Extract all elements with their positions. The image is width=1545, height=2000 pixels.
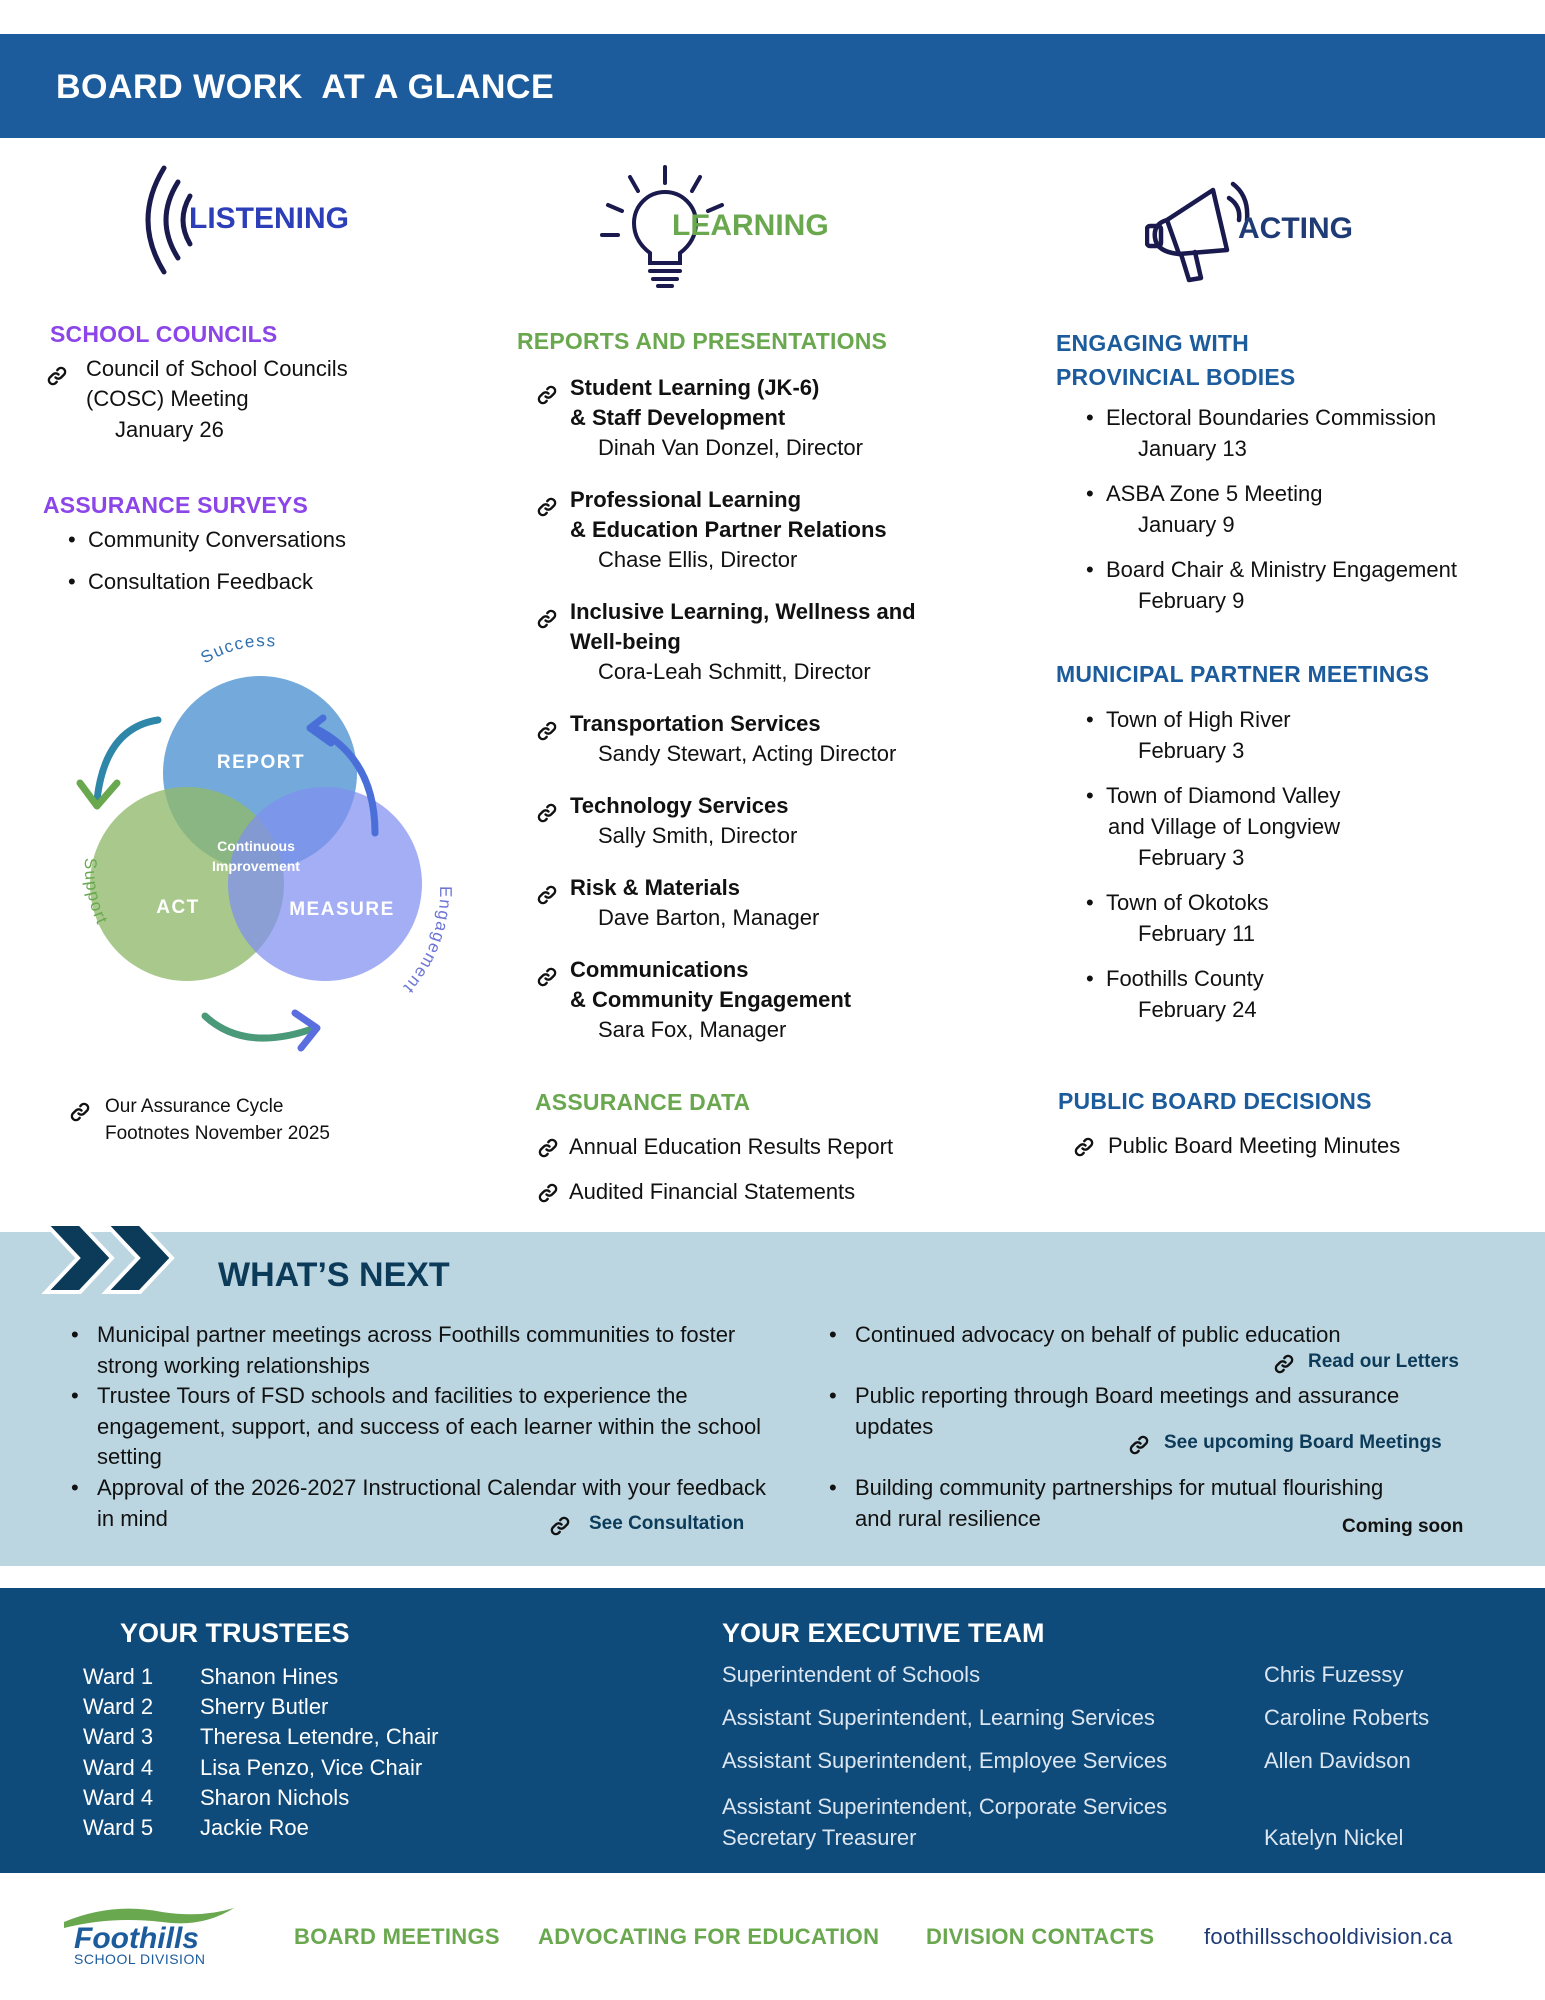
trustee-ward: Ward 1 (83, 1664, 154, 1689)
school-councils-heading: SCHOOL COUNCILS (50, 321, 278, 347)
measure-circle (228, 787, 422, 981)
assurance-cycle-link[interactable] (105, 1093, 330, 1147)
logo-sub: SCHOOL DIVISION (74, 1951, 206, 1967)
municipal-item-line2: and Village of Longview (1108, 814, 1340, 839)
next-left-item: • Trustee Tours of FSD schools and facilities to experience the engagement, support, and success of each learner within the school setting (97, 1381, 777, 1473)
survey-item: • Consultation Feedback (88, 567, 313, 597)
report-title-line2[interactable]: & Education Partner Relations (570, 517, 887, 542)
link-icon[interactable] (1072, 1135, 1096, 1159)
trustee-name: Sharon Nichols (200, 1784, 350, 1810)
footer-advocating-link[interactable]: ADVOCATING FOR EDUCATION (538, 1924, 880, 1949)
provincial-date: January 13 (1138, 436, 1247, 461)
link-icon[interactable] (536, 1136, 560, 1160)
read-letters-link[interactable]: Read our Letters (1308, 1351, 1459, 1372)
provincial-item: • Board Chair & Ministry Engagement (1106, 555, 1457, 585)
report-title-line1[interactable]: Inclusive Learning, Wellness and (570, 599, 916, 624)
executive-heading: YOUR EXECUTIVE TEAM (722, 1618, 1045, 1648)
report-title-line2[interactable]: & Community Engagement (570, 987, 852, 1012)
report-presenter: Dinah Van Donzel, Director (598, 435, 863, 460)
link-icon[interactable] (1272, 1352, 1296, 1376)
learning-title: LEARNING (672, 209, 829, 242)
executive-name: Chris Fuzessy (1264, 1662, 1404, 1687)
report-presenter: Sandy Stewart, Acting Director (598, 741, 897, 766)
municipal-date: February 3 (1138, 738, 1245, 763)
see-consultation-link[interactable]: See Consultation (589, 1513, 745, 1534)
page-title: BOARD WORK AT A GLANCE (56, 68, 555, 106)
cosc-link-line1[interactable]: Council of School Councils (86, 356, 348, 381)
survey-item: • Community Conversations (88, 525, 346, 555)
municipal-date: February 3 (1138, 845, 1245, 870)
whats-next-title: WHAT’S NEXT (218, 1256, 450, 1294)
link-icon[interactable] (535, 719, 559, 743)
cycle-arrow-left (97, 720, 158, 800)
executive-role: Superintendent of Schools (722, 1662, 981, 1687)
assurance-cycle-diagram (55, 628, 475, 1068)
report-title-line1[interactable]: Professional Learning (570, 487, 802, 512)
assurance-cycle-link-line2[interactable]: Footnotes November 2025 (105, 1123, 330, 1144)
provincial-heading-2: PROVINCIAL BODIES (1056, 364, 1296, 390)
link-icon[interactable] (548, 1514, 572, 1538)
report-presenter: Sara Fox, Manager (598, 1017, 787, 1042)
trustee-name: Sherry Butler (200, 1694, 329, 1720)
cycle-label-measure: MEASURE (289, 899, 395, 920)
footer-board-meetings-link[interactable]: BOARD MEETINGS (294, 1924, 500, 1949)
trustee-name: Lisa Penzo, Vice Chair (200, 1754, 423, 1780)
link-icon[interactable] (536, 1181, 560, 1205)
upcoming-meetings-link[interactable]: See upcoming Board Meetings (1164, 1432, 1442, 1453)
trustee-name: Jackie Roe (200, 1815, 309, 1840)
financial-statements-link[interactable]: Audited Financial Statements (569, 1179, 856, 1204)
trustee-ward: Ward 2 (83, 1694, 154, 1720)
report-presenter: Dave Barton, Manager (598, 905, 820, 930)
sound-waves-icon (128, 162, 198, 278)
trustee-name: Theresa Letendre, Chair (200, 1724, 439, 1750)
link-icon[interactable] (45, 364, 69, 388)
assurance-data-heading: ASSURANCE DATA (535, 1089, 751, 1115)
double-chevron-icon (40, 1218, 190, 1296)
executive-role: Assistant Superintendent, Learning Services (722, 1705, 1155, 1730)
cosc-link-line2[interactable]: (COSC) Meeting (86, 386, 249, 411)
executive-name: Katelyn Nickel (1264, 1825, 1404, 1850)
cycle-label-report: REPORT (216, 752, 306, 773)
next-right-item: • Public reporting through Board meetings and assurance updates (855, 1381, 1415, 1442)
report-presenter: Cora-Leah Schmitt, Director (598, 659, 871, 684)
cycle-label-engagement: Engagement (398, 885, 456, 998)
trustee-ward: Ward 4 (83, 1784, 154, 1810)
footer-website-link[interactable]: foothillsschooldivision.ca (1204, 1924, 1453, 1949)
next-left-item: • Municipal partner meetings across Foothills communities to foster strong working relationships (97, 1320, 777, 1381)
trustee-name: Shanon Hines (200, 1664, 339, 1689)
executive-role: Assistant Superintendent, Corporate Services (722, 1794, 1168, 1819)
next-left-item: • Approval of the 2026-2027 Instructional Calendar with your feedback in mind (97, 1473, 777, 1534)
report-title-line2[interactable]: Well-being (570, 629, 681, 654)
municipal-date: February 24 (1138, 997, 1257, 1022)
assurance-cycle-link-line1[interactable]: Our Assurance Cycle (105, 1096, 284, 1117)
link-icon[interactable] (535, 801, 559, 825)
report-presenter: Sally Smith, Director (598, 823, 798, 848)
trustee-ward: Ward 5 (83, 1815, 154, 1840)
assurance-surveys-heading: ASSURANCE SURVEYS (43, 492, 308, 518)
link-icon[interactable] (535, 495, 559, 519)
cycle-label-act: ACT (156, 897, 200, 918)
link-icon[interactable] (1127, 1433, 1151, 1457)
executive-name: Allen Davidson (1264, 1748, 1411, 1773)
report-title-line1[interactable]: Communications (570, 957, 749, 982)
link-icon[interactable] (535, 607, 559, 631)
trustees-heading: YOUR TRUSTEES (120, 1618, 350, 1648)
report-title-line1[interactable]: Risk & Materials (570, 875, 740, 900)
megaphone-icon (1145, 172, 1250, 287)
reports-heading: REPORTS AND PRESENTATIONS (517, 328, 888, 354)
provincial-date: February 9 (1138, 588, 1245, 613)
coming-soon-label: Coming soon (1342, 1516, 1464, 1537)
logo-name: Foothills (74, 1922, 199, 1955)
cosc-date: January 26 (115, 417, 224, 442)
cycle-label-success: Success (197, 631, 278, 668)
report-title-line2[interactable]: & Staff Development (570, 405, 786, 430)
aerr-link[interactable]: Annual Education Results Report (569, 1134, 894, 1159)
report-presenter: Chase Ellis, Director (598, 547, 798, 572)
municipal-date: February 11 (1138, 921, 1255, 946)
footer-contacts-link[interactable]: DIVISION CONTACTS (926, 1924, 1155, 1949)
municipal-heading: MUNICIPAL PARTNER MEETINGS (1056, 661, 1430, 687)
next-right-item: • Building community partnerships for mutual flourishing and rural resilience (855, 1473, 1395, 1534)
cycle-center-2: Improvement (212, 858, 300, 874)
report-title-line1[interactable]: Student Learning (JK-6) (570, 375, 820, 400)
provincial-date: January 9 (1138, 512, 1235, 537)
next-right-item: • Continued advocacy on behalf of public education (855, 1320, 1495, 1351)
cycle-center-1: Continuous (217, 838, 295, 854)
provincial-item: • ASBA Zone 5 Meeting (1106, 479, 1322, 509)
report-title-line1[interactable]: Transportation Services (570, 711, 821, 736)
executive-role: Assistant Superintendent, Employee Services (722, 1748, 1168, 1773)
municipal-item: • Town of High River (1106, 705, 1291, 735)
municipal-item: • Foothills County (1106, 964, 1264, 994)
municipal-item: • Town of Diamond Valley (1106, 781, 1340, 811)
provincial-heading-1: ENGAGING WITH (1056, 330, 1249, 356)
link-icon[interactable] (535, 883, 559, 907)
public-decisions-heading: PUBLIC BOARD DECISIONS (1058, 1088, 1372, 1114)
executive-name: Caroline Roberts (1264, 1705, 1430, 1730)
link-icon[interactable] (68, 1100, 92, 1124)
acting-title: ACTING (1238, 212, 1353, 245)
report-title-line1[interactable]: Technology Services (570, 793, 789, 818)
board-minutes-link[interactable]: Public Board Meeting Minutes (1108, 1133, 1401, 1158)
provincial-item: • Electoral Boundaries Commission (1106, 403, 1436, 433)
foothills-logo (62, 1898, 237, 1968)
municipal-item: • Town of Okotoks (1106, 888, 1269, 918)
executive-role-line2: Secretary Treasurer (722, 1825, 917, 1850)
link-icon[interactable] (535, 965, 559, 989)
listening-title: LISTENING (189, 202, 350, 235)
trustee-ward: Ward 4 (83, 1754, 154, 1780)
cycle-label-support: Support (80, 857, 113, 928)
svg-text:Success (197, 631, 277, 667)
trustee-ward: Ward 3 (83, 1724, 154, 1750)
link-icon[interactable] (535, 383, 559, 407)
